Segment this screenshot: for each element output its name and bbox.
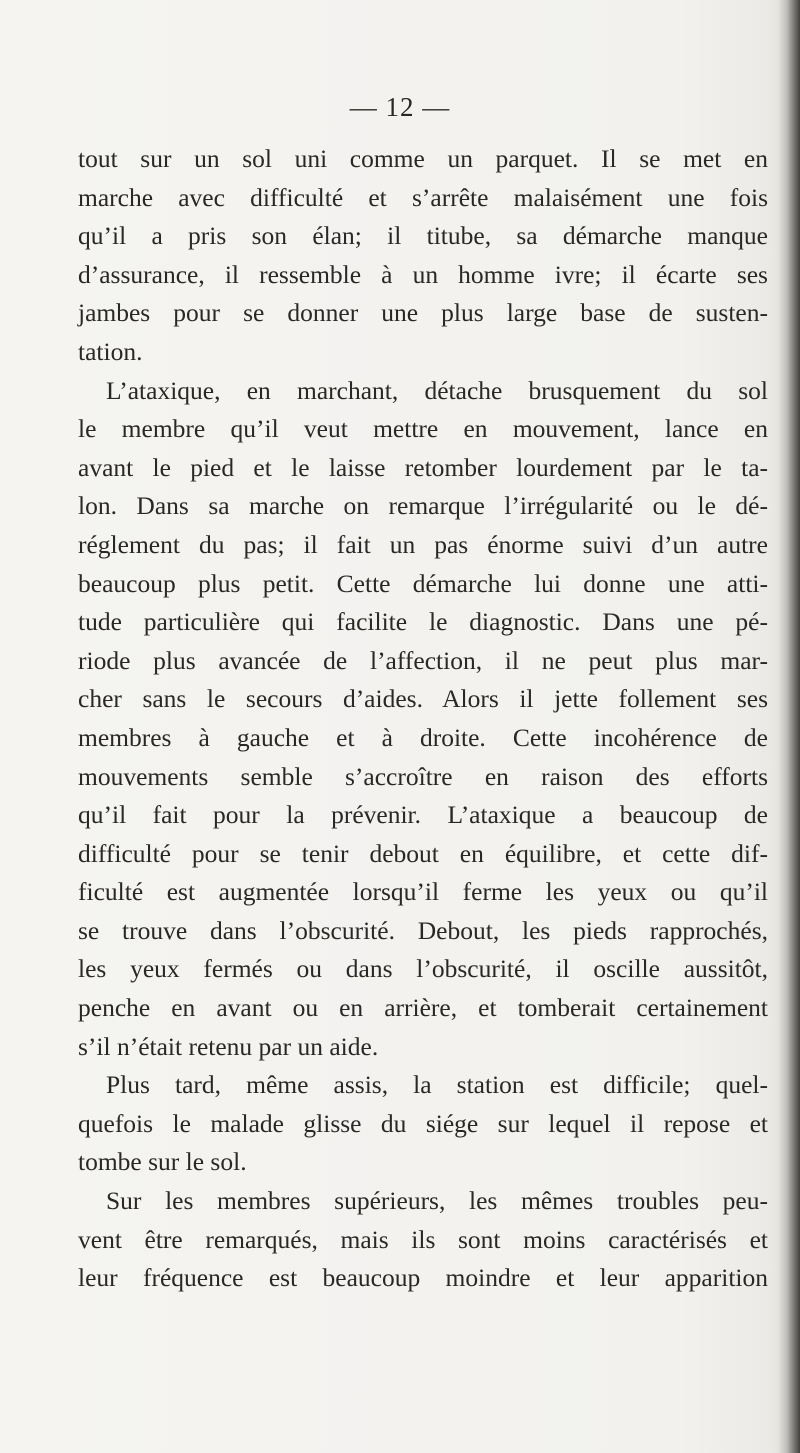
text-line: marche avec difficulté et s’arrête malaisément une fois bbox=[78, 182, 768, 212]
text-line: riode plus avancée de l’affection, il ne peut plus mar- bbox=[78, 645, 768, 675]
text-line: difficulté pour se tenir debout en équilibre, et cette dif- bbox=[78, 838, 768, 868]
text-line: leur fréquence est beaucoup moindre et leur apparition bbox=[78, 1263, 768, 1293]
text-line: vent être remarqués, mais ils sont moins caractérisés et bbox=[78, 1224, 768, 1254]
text-line: s’il n’était retenu par un aide. bbox=[78, 1031, 379, 1061]
text-line: mouvements semble s’accroître en raison des efforts bbox=[78, 761, 768, 791]
text-line: ficulté est augmentée lorsqu’il ferme les yeux ou qu’il bbox=[78, 877, 768, 907]
text-line: qu’il a pris son élan; il titube, sa démarche manque bbox=[78, 221, 768, 251]
text-line: le membre qu’il veut mettre en mouvement, lance en bbox=[78, 414, 768, 444]
text-line: quefois le malade glisse du siége sur lequel il repose et bbox=[78, 1108, 768, 1138]
body-text bbox=[78, 140, 768, 1298]
text-line: qu’il fait pour la prévenir. L’ataxique a beaucoup de bbox=[78, 800, 768, 830]
text-line: penche en avant ou en arrière, et tomberait certainement bbox=[78, 993, 768, 1023]
text-line: se trouve dans l’obscurité. Debout, les pieds rapprochés, bbox=[78, 915, 768, 945]
text-line: jambes pour se donner une plus large base de susten- bbox=[78, 298, 768, 328]
text-line: tout sur un sol uni comme un parquet. Il se met en bbox=[78, 144, 768, 173]
text-line: L’ataxique, en marchant, détache brusquement du sol bbox=[106, 375, 768, 405]
text-line: tude particulière qui facilite le diagnostic. Dans une pé- bbox=[78, 607, 768, 637]
text-line: avant le pied et le laisse retomber lourdement par le ta- bbox=[78, 452, 768, 482]
text-line: cher sans le secours d’aides. Alors il jette follement ses bbox=[78, 684, 768, 714]
page-number: — 12 — bbox=[349, 92, 451, 122]
text-line: d’assurance, il ressemble à un homme ivre; il écarte ses bbox=[78, 259, 768, 289]
text-line: lon. Dans sa marche on remarque l’irrégularité ou le dé- bbox=[78, 491, 768, 521]
text-line: membres à gauche et à droite. Cette incohérence de bbox=[78, 722, 768, 752]
text-line: tombe sur le sol. bbox=[78, 1147, 247, 1177]
page-binding-shadow bbox=[778, 0, 800, 1453]
text-line: Plus tard, même assis, la station est difficile; quel- bbox=[106, 1070, 768, 1100]
text-line: réglement du pas; il fait un pas énorme suivi d’un autre bbox=[78, 529, 768, 559]
text-line: tation. bbox=[78, 336, 143, 366]
text-line: Sur les membres supérieurs, les mêmes troubles peu- bbox=[106, 1186, 768, 1216]
text-line: les yeux fermés ou dans l’obscurité, il oscille aussitôt, bbox=[78, 954, 768, 984]
text-line: beaucoup plus petit. Cette démarche lui donne une atti- bbox=[78, 568, 768, 598]
